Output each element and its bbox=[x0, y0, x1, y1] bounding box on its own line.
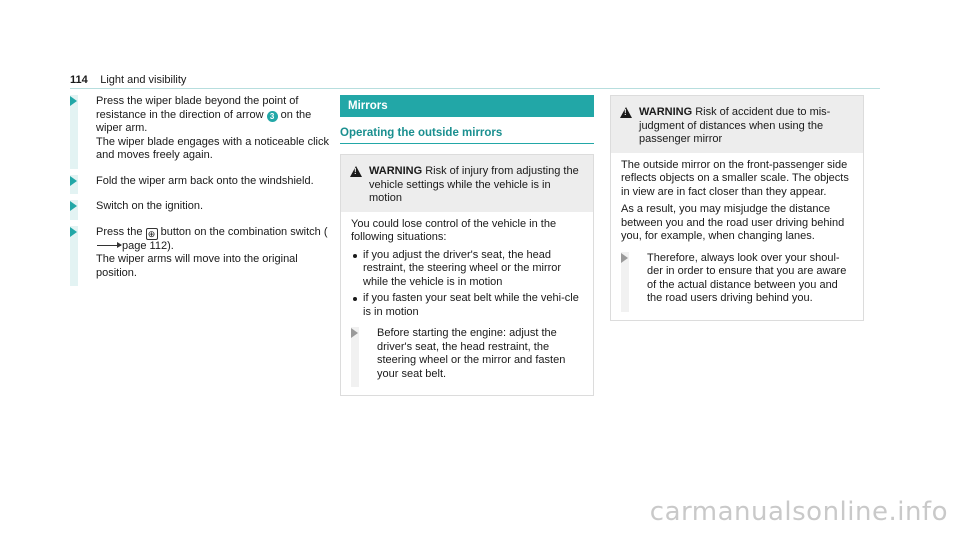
step-text: Before starting the engine: adjust the driver's seat, the head restraint, the steering wheel or the mirror and fasten your seat belt. bbox=[377, 327, 566, 380]
warning-label: WARNING bbox=[639, 106, 693, 118]
column-wiper-steps bbox=[70, 95, 332, 292]
warning-intro: You could lose control of the vehicle in the following situations: bbox=[351, 217, 557, 243]
long-arrow-icon bbox=[97, 245, 121, 246]
step-text: Fold the wiper arm back onto the windshield. bbox=[96, 174, 314, 187]
warning-body bbox=[611, 153, 863, 320]
step-fold-wiper-arm bbox=[70, 175, 332, 189]
step-press-wiper-blade bbox=[70, 95, 332, 163]
arrow-number-badge: 3 bbox=[267, 111, 278, 122]
column-mirrors bbox=[340, 95, 594, 396]
header-divider bbox=[70, 88, 880, 89]
subsection-title: Operating the outside mirrors bbox=[340, 127, 594, 144]
watermark: carmanualsonline.info bbox=[649, 497, 948, 527]
warning-header bbox=[341, 155, 593, 212]
warning-box bbox=[610, 95, 864, 321]
list-item: if you fasten your seat belt while the vehi-cle is in motion bbox=[351, 292, 583, 319]
warning-body bbox=[341, 212, 593, 396]
warning-triangle-icon bbox=[620, 107, 632, 118]
warning-title: Risk of accident due to mis-judgment of distances when using the passenger mirror bbox=[639, 106, 831, 145]
warning-triangle-icon bbox=[350, 166, 362, 177]
wiper-button-icon: ⊕ bbox=[146, 228, 158, 240]
play-arrow-icon bbox=[621, 253, 628, 263]
step-text: Press the ⊕ button on the combination switch (page 112). The wiper arms will move into the original position. bbox=[96, 225, 328, 279]
column-passenger-mirror-warning bbox=[610, 95, 864, 321]
play-arrow-icon bbox=[351, 328, 358, 338]
warning-list bbox=[351, 249, 583, 320]
warning-title: Risk of injury from adjusting the vehicle settings while the vehicle is in motion bbox=[369, 165, 579, 204]
play-arrow-icon bbox=[70, 96, 77, 106]
page-reference-link[interactable]: page 112). bbox=[122, 239, 174, 252]
step-press-button bbox=[70, 226, 332, 281]
page-number: 114 bbox=[70, 74, 88, 86]
warning-box bbox=[340, 154, 594, 396]
step-text: Switch on the ignition. bbox=[96, 200, 204, 212]
warning-paragraph: As a result, you may misjudge the distance between you and the road user driving behind you, for example, when changing lanes. bbox=[621, 203, 845, 242]
play-arrow-icon bbox=[70, 176, 77, 186]
warning-step bbox=[621, 252, 853, 306]
step-bar bbox=[70, 95, 78, 169]
step-text: Therefore, always look over your shoul-der in order to ensure that you are aware of the actual distance between you and the road users driving behind you. bbox=[647, 251, 847, 304]
play-arrow-icon bbox=[70, 201, 77, 211]
step-text: Press the wiper blade beyond the point of resistance in the direction of arrow 3 on the wiper arm. The wiper blade engages with a noticeable click and moves freely again. bbox=[96, 95, 329, 161]
warning-label: WARNING bbox=[369, 165, 423, 177]
warning-header bbox=[611, 96, 863, 153]
warning-step bbox=[351, 327, 583, 381]
section-title: Mirrors bbox=[340, 95, 594, 117]
chapter-title: Light and visibility bbox=[100, 74, 187, 86]
warning-paragraph: The outside mirror on the front-passenger side reflects objects on a smaller scale. The objects in view are in fact closer than they appear. bbox=[621, 158, 849, 198]
page-header bbox=[70, 70, 880, 88]
step-switch-ignition bbox=[70, 200, 332, 214]
play-arrow-icon bbox=[70, 227, 77, 237]
list-item: if you adjust the driver's seat, the head restraint, the steering wheel or the mirror while the vehicle is in motion bbox=[351, 249, 583, 290]
